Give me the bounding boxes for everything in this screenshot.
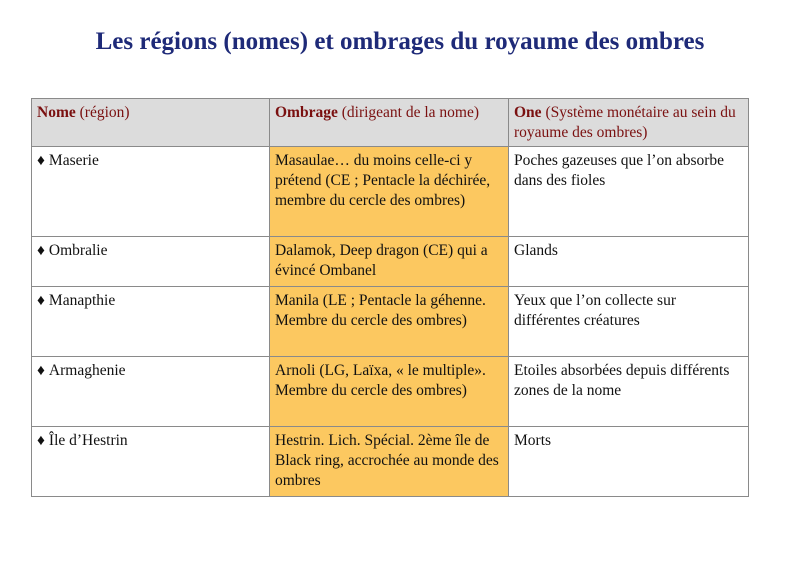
- cell-ombrage: Masaulae… du moins celle-ci y prétend (CE ; Pentacle la déchirée, membre du cercle des ombres): [270, 147, 509, 237]
- diamond-bullet-icon: ♦: [37, 242, 45, 259]
- diamond-bullet-icon: ♦: [37, 432, 45, 449]
- cell-nome: [32, 427, 270, 497]
- nome-text: Armaghenie: [48, 362, 126, 379]
- nome-text: Maserie: [48, 152, 99, 169]
- cell-one: Glands: [509, 237, 749, 287]
- cell-one: Poches gazeuses que l’on absorbe dans des fioles: [509, 147, 749, 237]
- table-header-row: [32, 99, 749, 147]
- page-title: Les régions (nomes) et ombrages du royaume des ombres: [95, 28, 705, 55]
- cell-one: Etoiles absorbées depuis différents zones de la nome: [509, 357, 749, 427]
- cell-ombrage: Dalamok, Deep dragon (CE) qui a évincé Ombanel: [270, 237, 509, 287]
- header-ombrage: [270, 99, 509, 147]
- header-one-bold: One: [514, 104, 542, 121]
- cell-one: Morts: [509, 427, 749, 497]
- cell-ombrage: Arnoli (LG, Laïxa, « le multiple». Membre du cercle des ombres): [270, 357, 509, 427]
- cell-nome: [32, 147, 270, 237]
- table-row: [32, 357, 749, 427]
- cell-ombrage: Manila (LE ; Pentacle la géhenne. Membre du cercle des ombres): [270, 287, 509, 357]
- header-ombrage-rest: (dirigeant de la nome): [337, 104, 480, 121]
- table-row: [32, 147, 749, 237]
- header-ombrage-bold: Ombrage: [275, 104, 338, 121]
- cell-nome: [32, 287, 270, 357]
- nome-text: Île d’Hestrin: [48, 432, 128, 449]
- header-nome: [32, 99, 270, 147]
- header-one-rest: (Système monétaire au sein du royaume des ombres): [514, 104, 736, 141]
- nome-text: Ombralie: [48, 242, 108, 259]
- cell-ombrage: Hestrin. Lich. Spécial. 2ème île de Black ring, accrochée au monde des ombres: [270, 427, 509, 497]
- diamond-bullet-icon: ♦: [37, 292, 45, 309]
- regions-table: [31, 98, 749, 497]
- header-nome-rest: (région): [75, 104, 130, 121]
- table-row: [32, 427, 749, 497]
- header-one: [509, 99, 749, 147]
- cell-one: Yeux que l’on collecte sur différentes créatures: [509, 287, 749, 357]
- table-row: [32, 287, 749, 357]
- cell-nome: [32, 237, 270, 287]
- diamond-bullet-icon: ♦: [37, 362, 45, 379]
- table-row: [32, 237, 749, 287]
- nome-text: Manapthie: [48, 292, 116, 309]
- header-nome-bold: Nome: [37, 104, 76, 121]
- cell-nome: [32, 357, 270, 427]
- diamond-bullet-icon: ♦: [37, 152, 45, 169]
